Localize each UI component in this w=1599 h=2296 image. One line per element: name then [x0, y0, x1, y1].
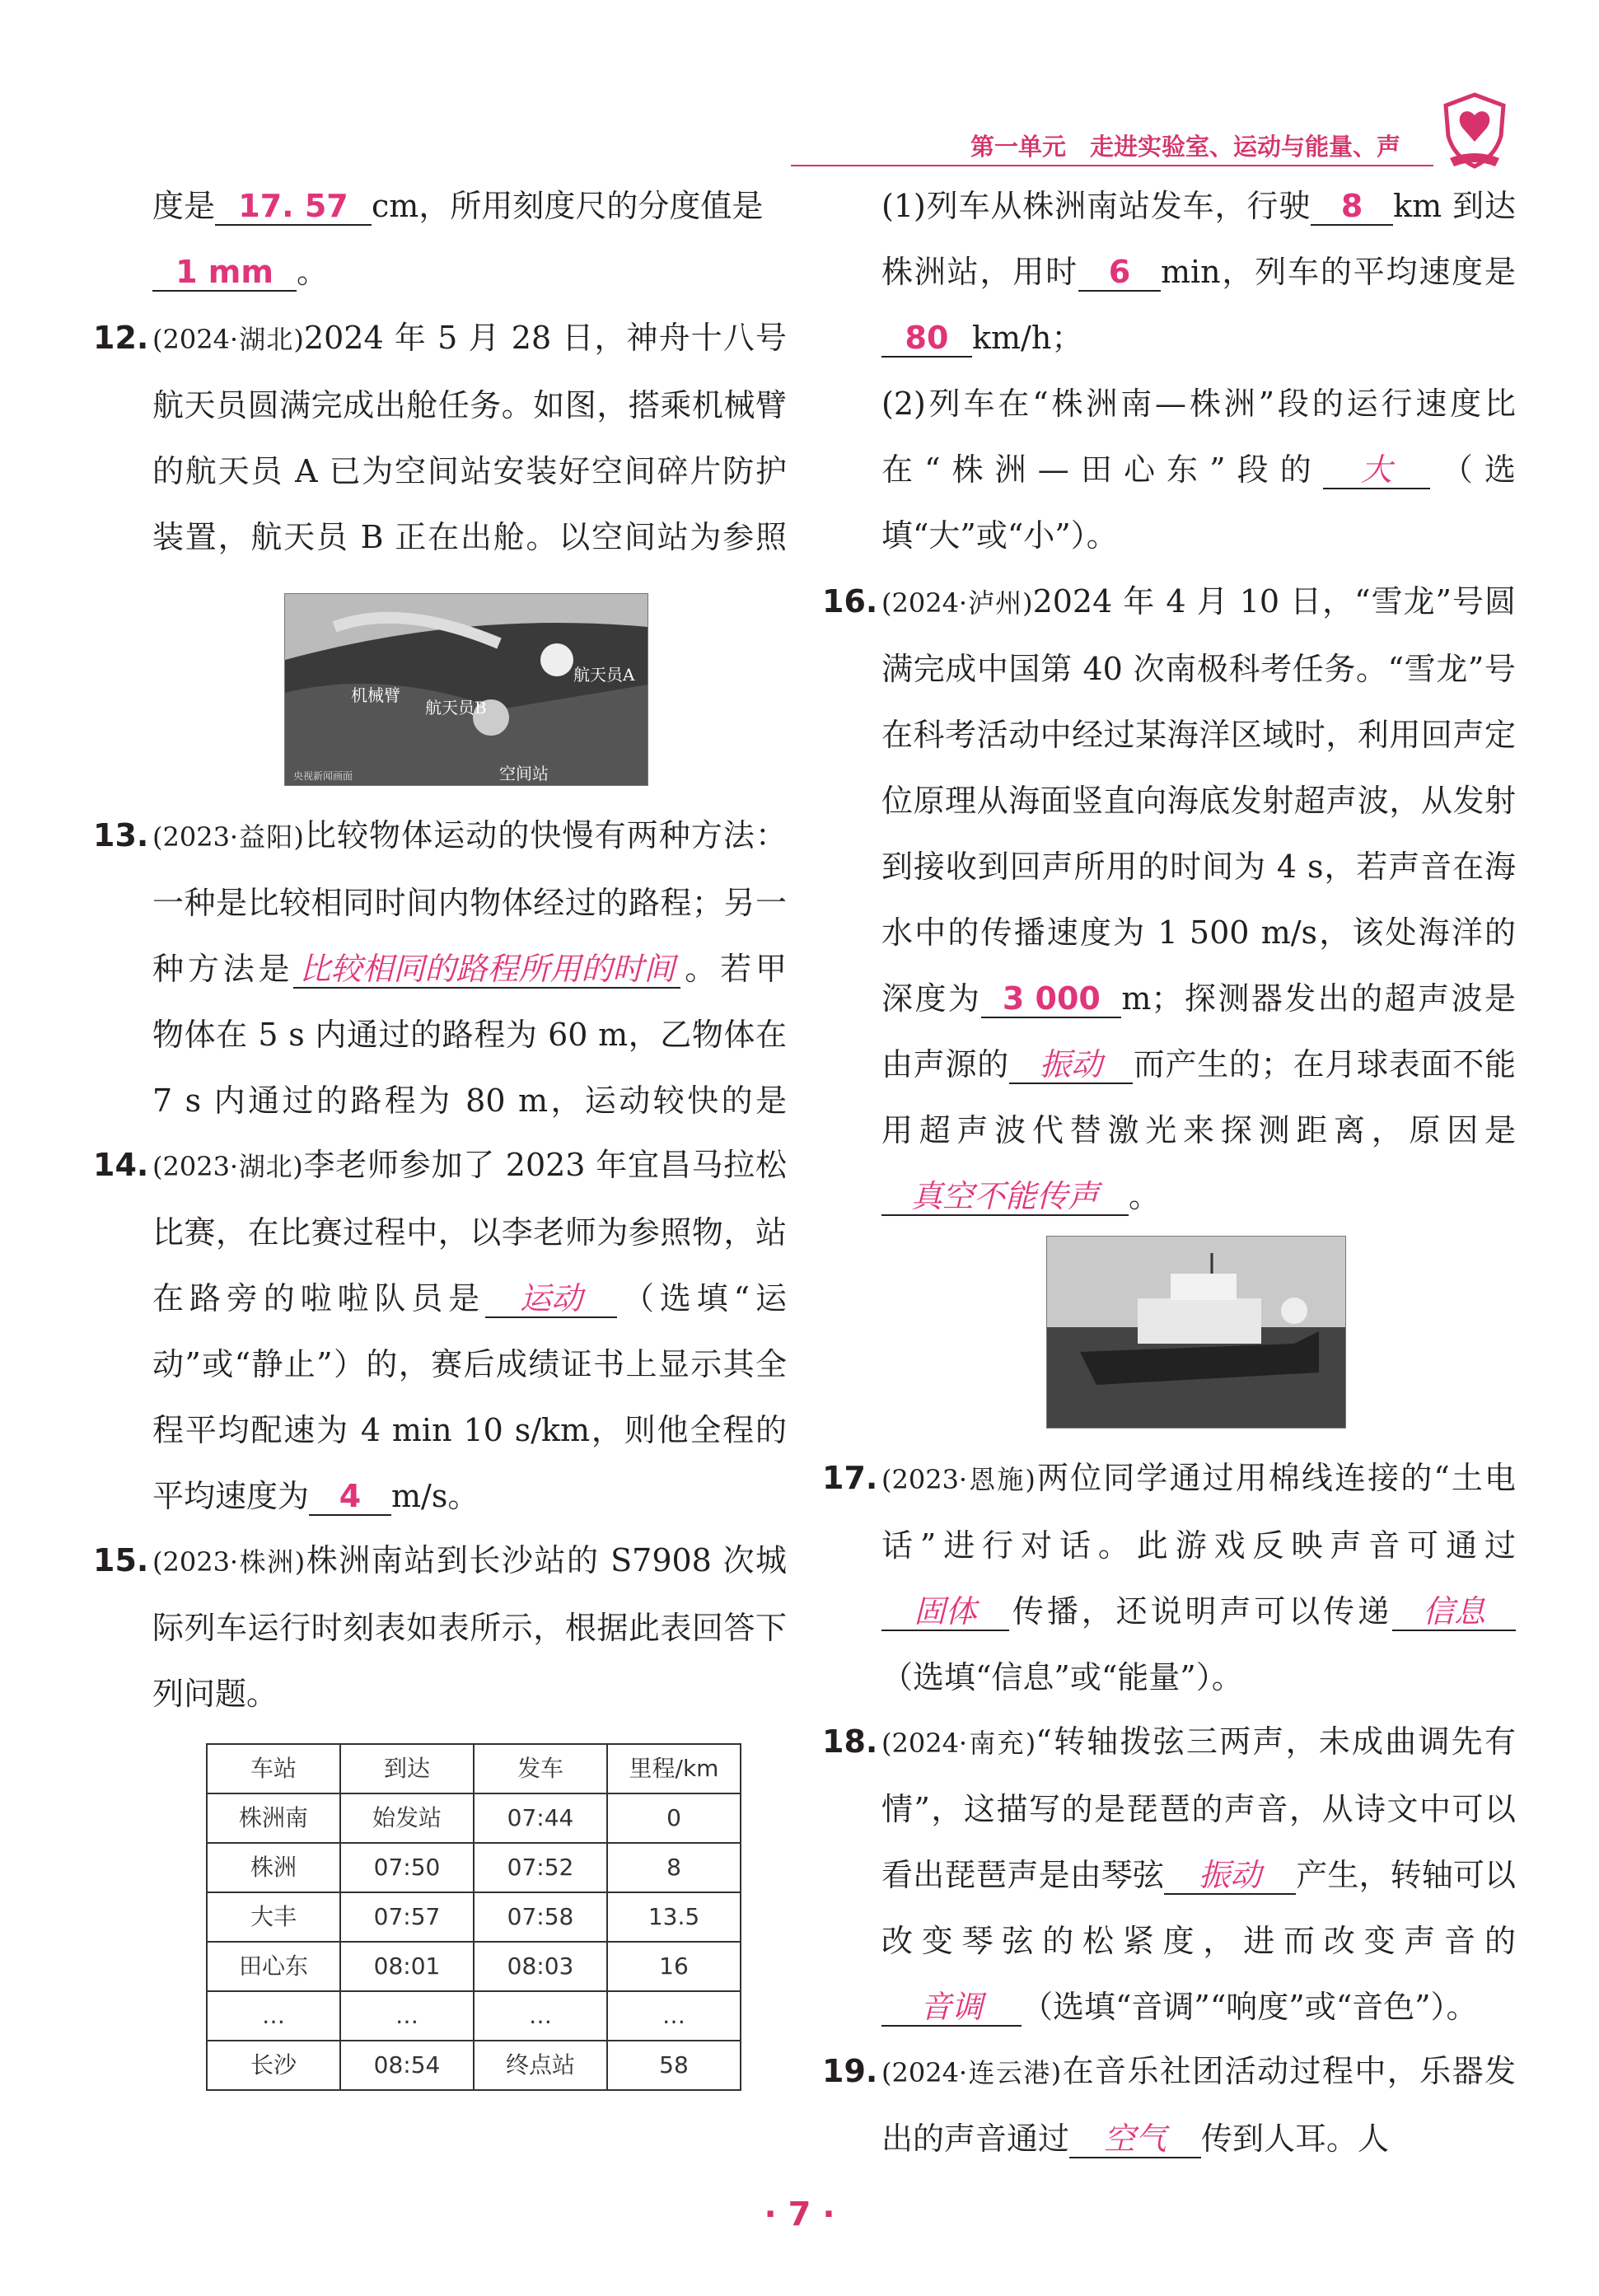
table-row: [207, 1843, 741, 1892]
q15-part-2: [881, 371, 1516, 568]
img-label-a: 航天员A: [573, 665, 635, 685]
table-cell: 08:01: [340, 1942, 474, 1991]
question-13: [93, 802, 787, 1132]
table-cell: 07:44: [474, 1793, 607, 1843]
answer-blank: 信息: [1392, 1593, 1516, 1631]
question-text: 。若甲物体在 5 s 内通过的路程为 60 m，乙物体在 7 s 内通过的路程为 80 m，运动较快的是: [152, 951, 787, 1119]
table-cell: 终点站: [474, 2041, 607, 2090]
question-text: 传播，还说明声可以传递: [1009, 1593, 1392, 1630]
right-column: [822, 173, 1516, 2170]
question-number: 16.: [822, 583, 878, 620]
question-text: km/h；: [972, 320, 1083, 356]
question-number: 19.: [822, 2053, 878, 2089]
question-source: (2024·泸州): [881, 587, 1033, 619]
question-text: （选填“音调”“响度”或“音色”）。: [1022, 1989, 1478, 2025]
question-source: (2023·株洲): [152, 1546, 306, 1578]
question-number: 14.: [93, 1147, 149, 1183]
img-label-arm: 机械臂: [351, 685, 400, 705]
answer-blank: 振动: [1009, 1046, 1133, 1084]
question-text: (1)列车从株洲南站发车，行驶: [881, 188, 1311, 224]
table-cell: …: [207, 1991, 340, 2041]
answer-blank: 17. 57: [215, 188, 372, 226]
question-19: [822, 2038, 1516, 2170]
icebreaker-ship-photo: [1046, 1236, 1346, 1429]
table-cell: 07:57: [340, 1892, 474, 1942]
img-label-station: 空间站: [499, 764, 549, 783]
q15-part-1: [881, 173, 1516, 371]
answer-blank: 1 mm: [152, 254, 297, 292]
question-17: [822, 1445, 1516, 1709]
table-header: 里程/km: [607, 1744, 741, 1793]
question-12: [93, 305, 787, 786]
table-cell: 株洲: [207, 1843, 340, 1892]
question-text: （选填“信息”或“能量”）。: [881, 1659, 1243, 1695]
answer-blank: 比较相同的路程所用的时间: [293, 951, 680, 989]
answer-blank: 空气: [1069, 2121, 1201, 2158]
question-18: [822, 1709, 1516, 2038]
table-cell: …: [340, 1991, 474, 2041]
question-text: 。: [1129, 1178, 1161, 1214]
question-16: [822, 568, 1516, 1429]
q11-text: cm，所用刻度尺的分度值是: [372, 188, 764, 224]
q11-text: 。: [297, 254, 329, 290]
table-cell: …: [607, 1991, 741, 2041]
question-number: 17.: [822, 1460, 878, 1496]
table-header: 车站: [207, 1744, 340, 1793]
question-source: (2024·湖北): [152, 324, 304, 355]
question-text: m/s。: [391, 1478, 479, 1514]
question-text: 两位同学通过用棉线连接的“土电话”进行对话。此游戏反映声音可通过: [881, 1460, 1516, 1564]
table-cell: 07:50: [340, 1843, 474, 1892]
table-row: [207, 1793, 741, 1843]
table-cell: 08:54: [340, 2041, 474, 2090]
answer-blank: 3 000: [981, 980, 1121, 1018]
table-cell: 07:52: [474, 1843, 607, 1892]
answer-blank: 4: [309, 1478, 391, 1516]
train-timetable: [206, 1743, 741, 2091]
question-text: min，列车的平均速度是: [1160, 254, 1516, 290]
question-number: 15.: [93, 1542, 149, 1578]
left-column: [93, 173, 787, 2091]
table-cell: 08:03: [474, 1942, 607, 1991]
table-cell: 田心东: [207, 1942, 340, 1991]
table-header-row: [207, 1744, 741, 1793]
question-text: km 到达株洲站，用时: [881, 188, 1516, 290]
answer-blank: 振动: [1164, 1857, 1296, 1895]
table-cell: 株洲南: [207, 1793, 340, 1843]
table-cell: 58: [607, 2041, 741, 2090]
answer-blank: 音调: [881, 1989, 1022, 2027]
header-rule: [791, 165, 1433, 166]
table-header: 发车: [474, 1744, 607, 1793]
answer-blank: 固体: [881, 1593, 1009, 1631]
unit-title: 第一单元 走进实验室、运动与能量、声: [970, 133, 1400, 161]
question-15: [93, 1527, 787, 2091]
table-cell: 8: [607, 1843, 741, 1892]
question-number: 12.: [93, 320, 149, 356]
img-credit: 央视新闻画面: [293, 770, 353, 782]
table-cell: …: [474, 1991, 607, 2041]
answer-blank: 80: [881, 320, 972, 358]
question-text: （选填“大”或“小”）。: [881, 451, 1516, 554]
answer-blank: 8: [1311, 188, 1393, 226]
table-cell: 16: [607, 1942, 741, 1991]
question-source: (2024·连云港): [881, 2057, 1062, 2088]
question-source: (2023·益阳): [152, 821, 304, 853]
question-text: 2024 年 5 月 28 日，神舟十八号航天员圆满完成出舱任务。如图，搭乘机械臂的航天员 A 已为空间站安装好空间碎片防护装置，航天员 B 正在出舱。以空间站为参照: [152, 320, 787, 555]
question-number: 13.: [93, 817, 149, 853]
question-number: 18.: [822, 1723, 878, 1760]
img-label-b: 航天员B: [425, 698, 487, 718]
table-cell: 07:58: [474, 1892, 607, 1942]
page-header: [791, 99, 1516, 165]
table-cell: 大丰: [207, 1892, 340, 1942]
answer-blank: 运动: [485, 1280, 617, 1318]
q11-continuation: [152, 173, 787, 305]
table-cell: 0: [607, 1793, 741, 1843]
shield-logo-icon: [1433, 91, 1516, 173]
answer-blank: 真空不能传声: [881, 1178, 1129, 1216]
question-text: 产生，转轴可以改变琴弦的松紧度，进而改变声音的: [881, 1857, 1516, 1959]
question-text: 而产生的；在月球表面不能用超声波代替激光来探测距离，原因是: [881, 1046, 1516, 1148]
question-text: 比较物体运动的快慢有两种方法：一种是比较相同时间内物体经过的路程；另一种方法是: [152, 817, 787, 987]
question-text: 株洲南站到长沙站的 S7908 次城际列车运行时刻表如表所示，根据此表回答下列问题。: [152, 1542, 787, 1712]
question-source: (2024·南充): [881, 1728, 1036, 1759]
question-text: 李老师参加了 2023 年宜昌马拉松比赛，在比赛过程中，以李老师为参照物，站在路旁的啦啦队员是: [152, 1147, 787, 1316]
table-cell: 始发站: [340, 1793, 474, 1843]
answer-blank: 6: [1078, 254, 1161, 292]
question-source: (2023·恩施): [881, 1464, 1036, 1495]
table-row: [207, 1942, 741, 1991]
question-14: [93, 1132, 787, 1527]
table-cell: 13.5: [607, 1892, 741, 1942]
question-text: “转轴拨弦三两声，未成曲调先有情”，这描写的是琵琶的声音，从诗文中可以看出琵琶声是由琴弦: [881, 1723, 1516, 1893]
space-station-photo: [284, 593, 648, 786]
table-row: [207, 2041, 741, 2090]
question-text: 2024 年 4 月 10 日，“雪龙”号圆满完成中国第 40 次南极科考任务。“雪龙”号在科考活动中经过某海洋区域时，利用回声定位原理从海面竖直向海底发射超声波，从发射到接收到回声所用的时间为 4 s，若声音在海水中的传播速度为 1 500 m/s，该处海洋的深度为: [881, 583, 1516, 1017]
table-row: [207, 1892, 741, 1942]
page-number: · 7 ·: [764, 2195, 835, 2233]
question-text: （选填“运动”或“静止”）的，赛后成绩证书上显示其全程平均配速为 4 min 10 s/km，则他全程的平均速度为: [152, 1280, 787, 1514]
question-text: (2)列车在“株洲南—株洲”段的运行速度比在“株洲—田心东”段的: [881, 386, 1516, 488]
answer-blank: 大: [1323, 451, 1430, 489]
question-text: m；探测器发出的超声波是由声源的: [881, 980, 1516, 1083]
question-text: 传到人耳。人: [1201, 2121, 1390, 2157]
table-row: [207, 1991, 741, 2041]
question-text: 在音乐社团活动过程中，乐器发出的声音通过: [881, 2053, 1516, 2157]
table-cell: 长沙: [207, 2041, 340, 2090]
q11-text: 度是: [152, 188, 216, 224]
table-header: 到达: [340, 1744, 474, 1793]
question-source: (2023·湖北): [152, 1151, 303, 1182]
